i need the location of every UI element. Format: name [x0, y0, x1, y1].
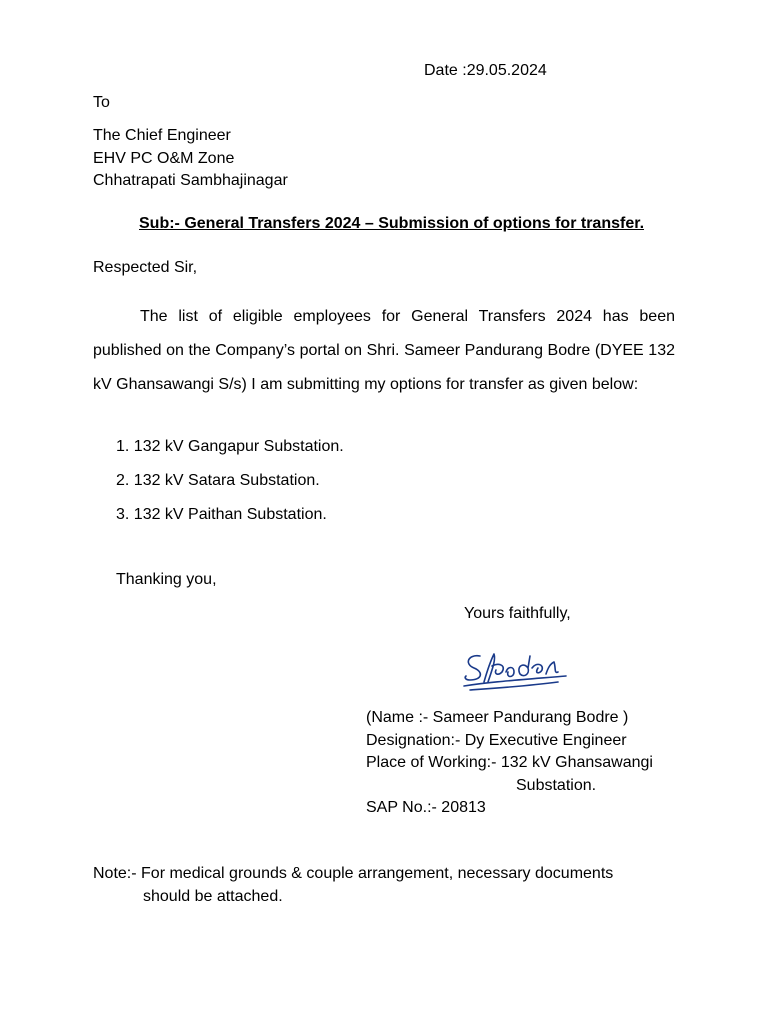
- letter-subject: Sub:- General Transfers 2024 – Submission of options for transfer.: [139, 215, 645, 232]
- sender-place-continued: Substation.: [516, 776, 597, 794]
- thanks-text: Thanking you,: [116, 571, 217, 588]
- note-line: Note:- For medical grounds & couple arrangement, necessary documents: [93, 865, 614, 882]
- list-item: 1. 132 kV Gangapur Substation.: [116, 438, 344, 455]
- list-item: 3. 132 kV Paithan Substation.: [116, 506, 327, 523]
- transfer-options-list: [116, 430, 344, 532]
- footer-note: [93, 862, 613, 908]
- sender-details: [366, 707, 653, 820]
- note-line-continued: should be attached.: [143, 888, 283, 905]
- body-paragraph: The list of eligible employees for General Transfers 2024 has been published on the Company’s portal on Shri. Sameer Pandurang Bodre (DYEE 132 kV Ghansawangi S/s) I am submitting my options for transfer as given below:: [93, 308, 675, 393]
- sender-name: (Name :- Sameer Pandurang Bodre ): [366, 709, 629, 726]
- handwritten-signature-icon: [458, 646, 570, 696]
- salutation: Respected Sir,: [93, 259, 198, 276]
- closing-text: Yours faithfully,: [464, 605, 571, 622]
- sender-place: Place of Working:- 132 kV Ghansawangi: [366, 754, 653, 771]
- letter-date: Date :29.05.2024: [424, 62, 547, 79]
- sender-sap-number: SAP No.:- 20813: [366, 799, 486, 816]
- recipient-city: Chhatrapati Sambhajinagar: [93, 172, 288, 189]
- recipient-zone: EHV PC O&M Zone: [93, 149, 235, 167]
- sender-designation: Designation:- Dy Executive Engineer: [366, 731, 627, 749]
- recipient-address: [93, 125, 288, 193]
- to-label: To: [93, 94, 110, 111]
- list-item: 2. 132 kV Satara Substation.: [116, 472, 320, 489]
- recipient-title: The Chief Engineer: [93, 127, 231, 144]
